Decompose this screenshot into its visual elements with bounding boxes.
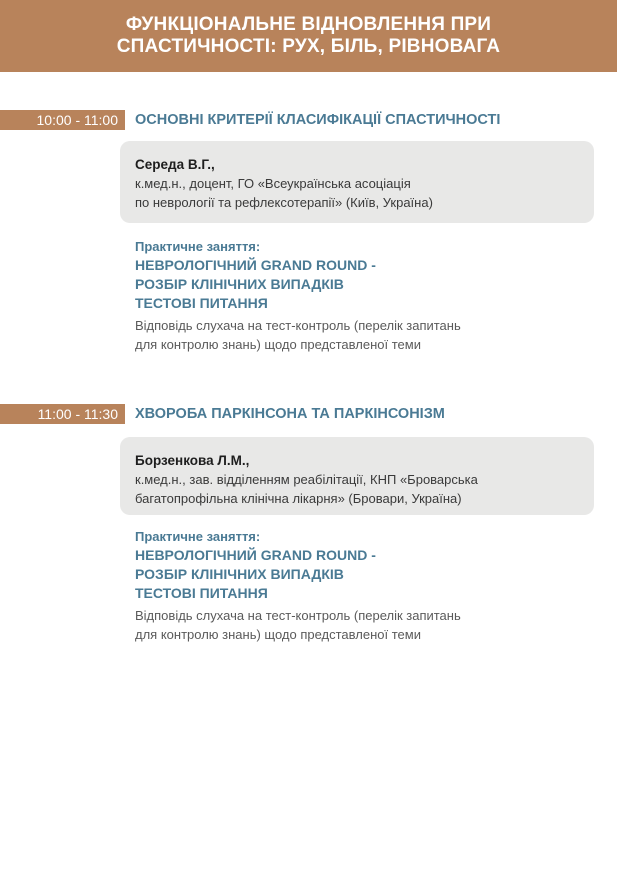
session-time: 11:00 - 11:30 — [0, 404, 125, 424]
speaker-description-line-1: к.мед.н., доцент, ГО «Всеукраїнська асоціація — [135, 176, 411, 191]
practice-text-line-1: Відповідь слухача на тест-контроль (перелік запитань — [135, 608, 461, 623]
practice-title-line-2: РОЗБІР КЛІНІЧНИХ ВИПАДКІВ — [135, 566, 344, 582]
practice-title-line-3: ТЕСТОВІ ПИТАННЯ — [135, 295, 268, 311]
practice-text-line-2: для контролю знань) щодо представленої теми — [135, 337, 421, 352]
page-title-line-2: СПАСТИЧНОСТІ: РУХ, БІЛЬ, РІВНОВАГА — [116, 36, 501, 57]
speaker-description-line-2: багатопрофільна клінічна лікарня» (Бровари, Україна) — [135, 491, 462, 506]
session-title: ХВОРОБА ПАРКІНСОНА ТА ПАРКІНСОНІЗМ — [135, 406, 445, 422]
practice-title-line-3: ТЕСТОВІ ПИТАННЯ — [135, 585, 268, 601]
practice-title-line-1: НЕВРОЛОГІЧНИЙ GRAND ROUND - — [135, 257, 376, 273]
page-title-line-1: ФУНКЦІОНАЛЬНЕ ВІДНОВЛЕННЯ ПРИ — [125, 14, 492, 35]
practice-label: Практичне заняття: — [135, 529, 261, 544]
speaker-description-line-1: к.мед.н., зав. відділенням реабілітації, КНП «Броварська — [135, 472, 478, 487]
practice-title-line-1: НЕВРОЛОГІЧНИЙ GRAND ROUND - — [135, 547, 376, 563]
session-time: 10:00 - 11:00 — [0, 110, 125, 130]
practice-text-line-1: Відповідь слухача на тест-контроль (перелік запитань — [135, 318, 461, 333]
practice-text-line-2: для контролю знань) щодо представленої теми — [135, 627, 421, 642]
practice-block — [135, 527, 605, 644]
speaker-card — [120, 141, 594, 223]
speaker-name: Борзенкова Л.М., — [135, 453, 250, 468]
practice-label: Практичне заняття: — [135, 239, 261, 254]
speaker-name: Середа В.Г., — [135, 157, 215, 172]
speaker-card — [120, 437, 594, 515]
practice-block — [135, 237, 605, 354]
speaker-description-line-2: по неврології та рефлексотерапії» (Київ, Україна) — [135, 195, 433, 210]
page-header — [0, 0, 617, 72]
session-title: ОСНОВНІ КРИТЕРІЇ КЛАСИФІКАЦІЇ СПАСТИЧНОСТІ — [135, 112, 501, 128]
practice-title-line-2: РОЗБІР КЛІНІЧНИХ ВИПАДКІВ — [135, 276, 344, 292]
